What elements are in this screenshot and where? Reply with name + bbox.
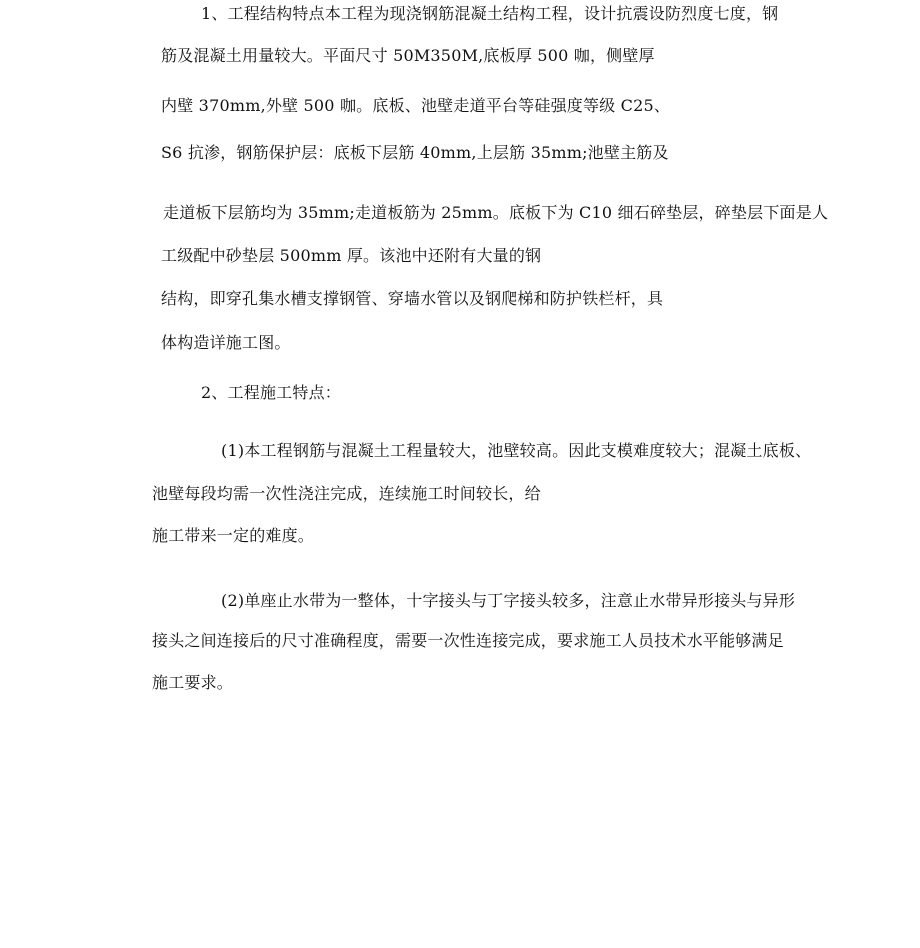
section1-line-7: 结构，即穿孔集水槽支撑钢管、穿墙水管以及钢爬梯和防护铁栏杆，具	[161, 289, 664, 308]
section1-line-1: 1、工程结构特点本工程为现浇钢筋混凝土结构工程，设计抗震设防烈度七度，钢	[201, 4, 779, 23]
section1-line-5: 走道板下层筋均为 35mm;走道板筋为 25mm。底板下为 C10 细石碎垫层，碎垫层下面是人	[163, 203, 829, 222]
section1-line-6: 工级配中砂垫层 500mm 厚。该池中还附有大量的钢	[161, 246, 542, 265]
section1-line-8: 体构造详施工图。	[161, 333, 291, 352]
item2-line-2: 接头之间连接后的尺寸准确程度，需要一次性连接完成，要求施工人员技术水平能够满足	[152, 631, 784, 650]
item1-line-2: 池壁每段均需一次性浇注完成，连续施工时间较长，给	[152, 484, 541, 503]
section1-line-4: S6 抗渗，钢筋保护层：底板下层筋 40mm,上层筋 35mm;池壁主筋及	[161, 143, 669, 162]
item2-line-1: (2)单座止水带为一整体，十字接头与丁字接头较多，注意止水带异形接头与异形	[221, 591, 796, 610]
item1-line-1: (1)本工程钢筋与混凝土工程量较大，池壁较高。因此支模难度较大；混凝土底板、	[221, 441, 812, 460]
item2-line-3: 施工要求。	[152, 673, 234, 692]
item1-line-3: 施工带来一定的难度。	[152, 526, 315, 545]
section1-line-2: 筋及混凝土用量较大。平面尺寸 50M350M,底板厚 500 咖，侧壁厚	[161, 46, 655, 65]
section2-heading: 2、工程施工特点：	[201, 383, 341, 402]
section1-line-3: 内壁 370mm,外壁 500 咖。底板、池壁走道平台等硅强度等级 C25、	[161, 96, 671, 115]
